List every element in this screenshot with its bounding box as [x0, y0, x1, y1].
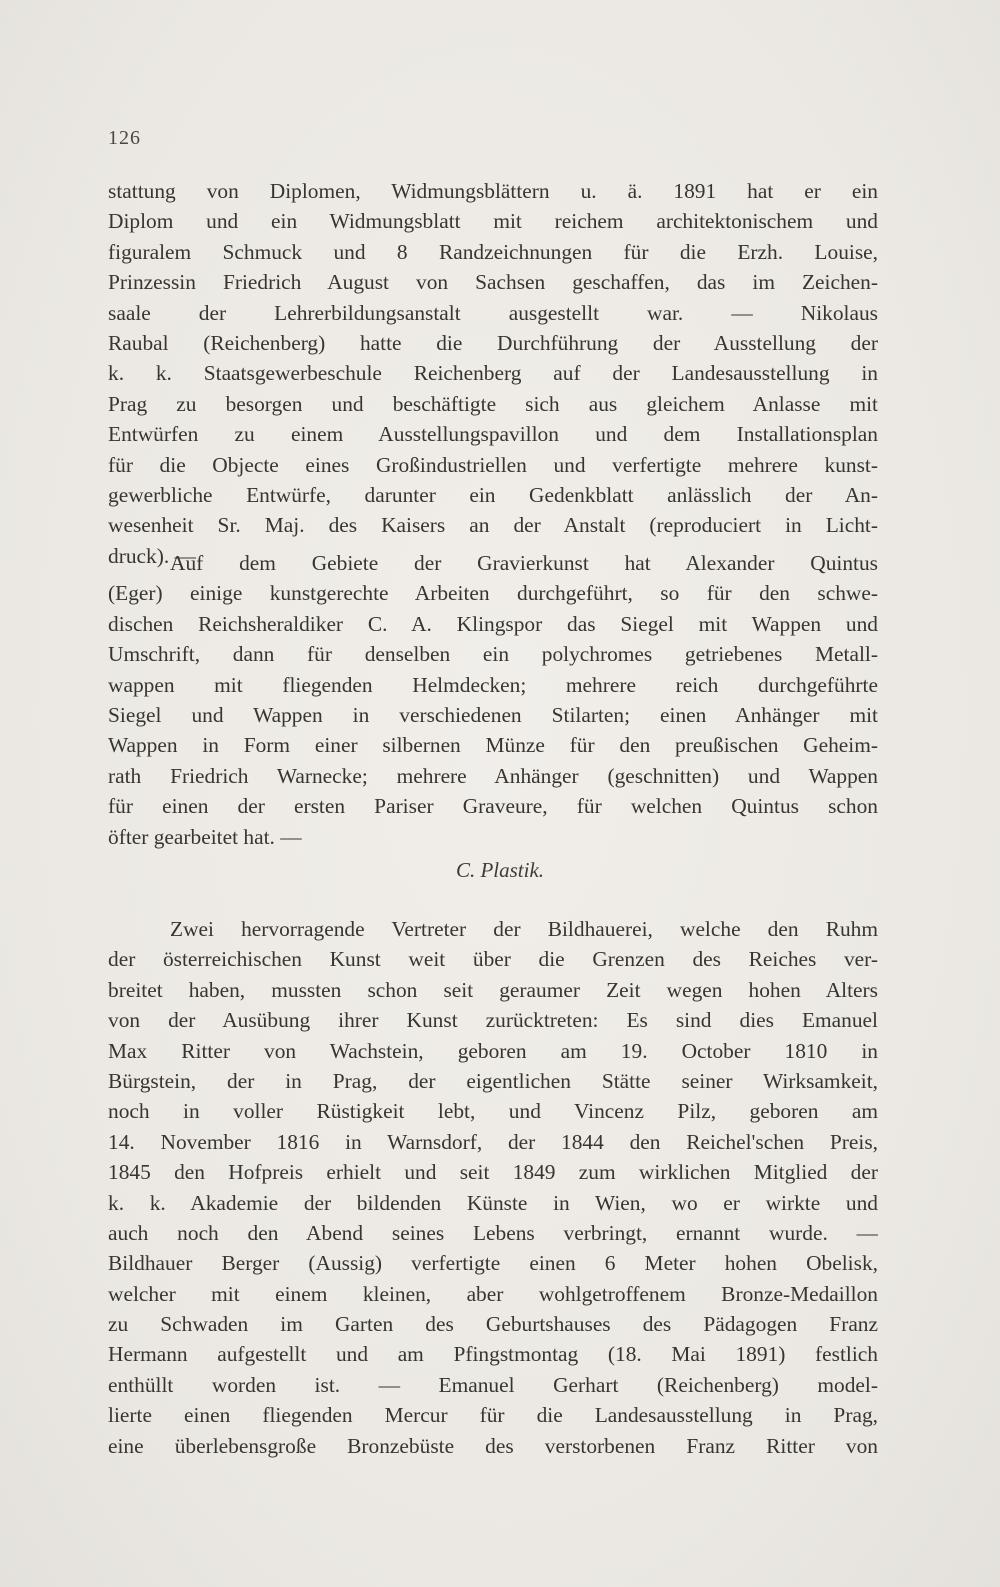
text-line: zu Schwaden im Garten des Geburtshauses des Pädagogen Franz: [108, 1312, 878, 1337]
paragraph-engraving: [108, 548, 878, 852]
text-line: gewerbliche Entwürfe, darunter ein Gedenkblatt anlässlich der An-: [108, 482, 878, 507]
text-line: figuralem Schmuck und 8 Randzeichnungen für die Erzh. Louise,: [108, 239, 878, 264]
text-line: Auf dem Gebiete der Gravierkunst hat Alexander Quintus: [170, 551, 878, 575]
text-line: Bürgstein, der in Prag, der eigentlichen Stätte seiner Wirksamkeit,: [108, 1068, 878, 1093]
paragraph-sculpture: [108, 914, 878, 1461]
text-line: saale der Lehrerbildungsanstalt ausgestellt war. — Nikolaus: [108, 300, 878, 325]
text-line: rath Friedrich Warnecke; mehrere Anhänger (geschnitten) und Wappen: [108, 763, 878, 788]
text-line: Prag zu besorgen und beschäftigte sich aus gleichem Anlasse mit: [108, 391, 878, 416]
text-line: Bildhauer Berger (Aussig) verfertigte einen 6 Meter hohen Obelisk,: [108, 1251, 878, 1276]
text-line: Max Ritter von Wachstein, geboren am 19. October 1810 in: [108, 1038, 878, 1063]
text-line: Raubal (Reichenberg) hatte die Durchführung der Ausstellung der: [108, 330, 878, 355]
text-line: 14. November 1816 in Warnsdorf, der 1844 den Reichel'schen Preis,: [108, 1129, 878, 1154]
text-line: eine überlebensgroße Bronzebüste des verstorbenen Franz Ritter von: [108, 1433, 878, 1458]
text-line: breitet haben, mussten schon seit geraumer Zeit wegen hohen Alters: [108, 977, 878, 1002]
text-line: 1845 den Hofpreis erhielt und seit 1849 zum wirklichen Mitglied der: [108, 1160, 878, 1185]
text-line: lierte einen fliegenden Mercur für die Landesausstellung in Prag,: [108, 1403, 878, 1428]
text-line: Zwei hervorragende Vertreter der Bildhauerei, welche den Ruhm: [170, 917, 878, 941]
text-line: Wappen in Form einer silbernen Münze für den preußischen Geheim-: [108, 733, 878, 758]
text-line: für einen der ersten Pariser Graveure, für welchen Quintus schon: [108, 794, 878, 819]
text-line: (Eger) einige kunstgerechte Arbeiten durchgeführt, so für den schwe-: [108, 581, 878, 606]
paragraph-diplomas: [108, 176, 878, 571]
text-line: wesenheit Sr. Maj. des Kaisers an der Anstalt (reproduciert in Licht-: [108, 513, 878, 538]
section-heading: C. Plastik.: [455, 858, 545, 882]
text-line: von der Ausübung ihrer Kunst zurücktreten: Es sind dies Emanuel: [108, 1008, 878, 1033]
text-line: noch in voller Rüstigkeit lebt, und Vincenz Pilz, geboren am: [108, 1099, 878, 1124]
text-line: wappen mit fliegenden Helmdecken; mehrere reich durchgeführte: [108, 672, 878, 697]
text-line: der österreichischen Kunst weit über die Grenzen des Reiches ver-: [108, 947, 878, 972]
text-line: Entwürfen zu einem Ausstellungspavillon und dem Installationsplan: [108, 422, 878, 447]
page-number: 126: [108, 127, 141, 149]
text-line: welcher mit einem kleinen, aber wohlgetroffenem Bronze-Medaillon: [108, 1281, 878, 1306]
text-line: öfter gearbeitet hat. —: [108, 824, 302, 849]
text-line: auch noch den Abend seines Lebens verbringt, ernannt wurde. —: [108, 1220, 878, 1245]
text-line: k. k. Akademie der bildenden Künste in Wien, wo er wirkte und: [108, 1190, 878, 1215]
text-line: Prinzessin Friedrich August von Sachsen geschaffen, das im Zeichen-: [108, 270, 878, 295]
text-line: stattung von Diplomen, Widmungsblättern u. ä. 1891 hat er ein: [108, 179, 878, 203]
text-line: dischen Reichsheraldiker C. A. Klingspor das Siegel mit Wappen und: [108, 611, 878, 636]
text-line: Siegel und Wappen in verschiedenen Stilarten; einen Anhänger mit: [108, 702, 878, 727]
text-line: druck). —: [108, 543, 196, 568]
text-line: Umschrift, dann für denselben ein polychromes getriebenes Metall-: [108, 642, 878, 667]
text-line: Diplom und ein Widmungsblatt mit reichem architektonischem und: [108, 209, 878, 234]
text-line: Hermann aufgestellt und am Pfingstmontag (18. Mai 1891) festlich: [108, 1342, 878, 1367]
text-line: k. k. Staatsgewerbeschule Reichenberg auf der Landesausstellung in: [108, 361, 878, 386]
text-line: enthüllt worden ist. — Emanuel Gerhart (Reichenberg) model-: [108, 1372, 878, 1397]
text-line: für die Objecte eines Großindustriellen und verfertigte mehrere kunst-: [108, 452, 878, 477]
